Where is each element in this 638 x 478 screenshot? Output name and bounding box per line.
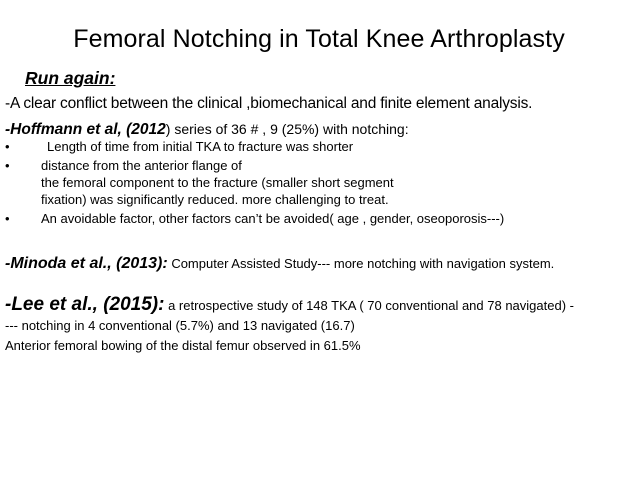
intro-line: -A clear conflict between the clinical ,biomechanical and finite element analysis.: [5, 95, 533, 112]
bullet-text: Length of time from initial TKA to fracture was shorter: [47, 139, 354, 154]
bullet-item: [5, 157, 625, 208]
slide-title: Femoral Notching in Total Knee Arthroplasty: [73, 25, 565, 53]
bullet-item: [5, 210, 625, 227]
bowing-line: Anterior femoral bowing of the distal femur observed in 61.5%: [5, 338, 361, 353]
lee-detail: a retrospective study of 148 TKA ( 70 conventional and 78 navigated) -: [164, 298, 574, 313]
lee-citation: -Lee et al., (2015):: [5, 294, 165, 315]
notching-bullet-list: [5, 138, 625, 229]
lee-line: [5, 293, 574, 318]
bullet-marker: •: [5, 211, 10, 226]
minoda-detail: Computer Assisted Study--- more notching with navigation system.: [167, 256, 555, 271]
bullet-text: distance from the anterior flange of the femoral component to the fracture (smaller short segment fixation) was significantly reduced. more challenging to treat.: [41, 158, 394, 207]
run-again-heading: Run again:: [25, 68, 116, 88]
hoffmann-prefix: -: [5, 121, 11, 138]
bullet-marker: •: [5, 158, 10, 173]
bullet-marker: •: [5, 139, 10, 154]
hoffmann-line: [5, 119, 409, 140]
hoffmann-detail: ) series of 36 # , 9 (25%) with notching:: [165, 121, 409, 137]
hoffmann-citation: Hoffmann et al, (2012: [10, 121, 166, 138]
minoda-citation: -Minoda et al., (2013):: [5, 255, 168, 272]
minoda-line: [5, 253, 554, 275]
lee-continuation-line: --- notching in 4 conventional (5.7%) and 13 navigated (16.7): [5, 318, 355, 333]
bullet-item: [5, 138, 625, 155]
bullet-text: An avoidable factor, other factors can’t be avoided( age , gender, oseoporosis---): [41, 211, 505, 226]
